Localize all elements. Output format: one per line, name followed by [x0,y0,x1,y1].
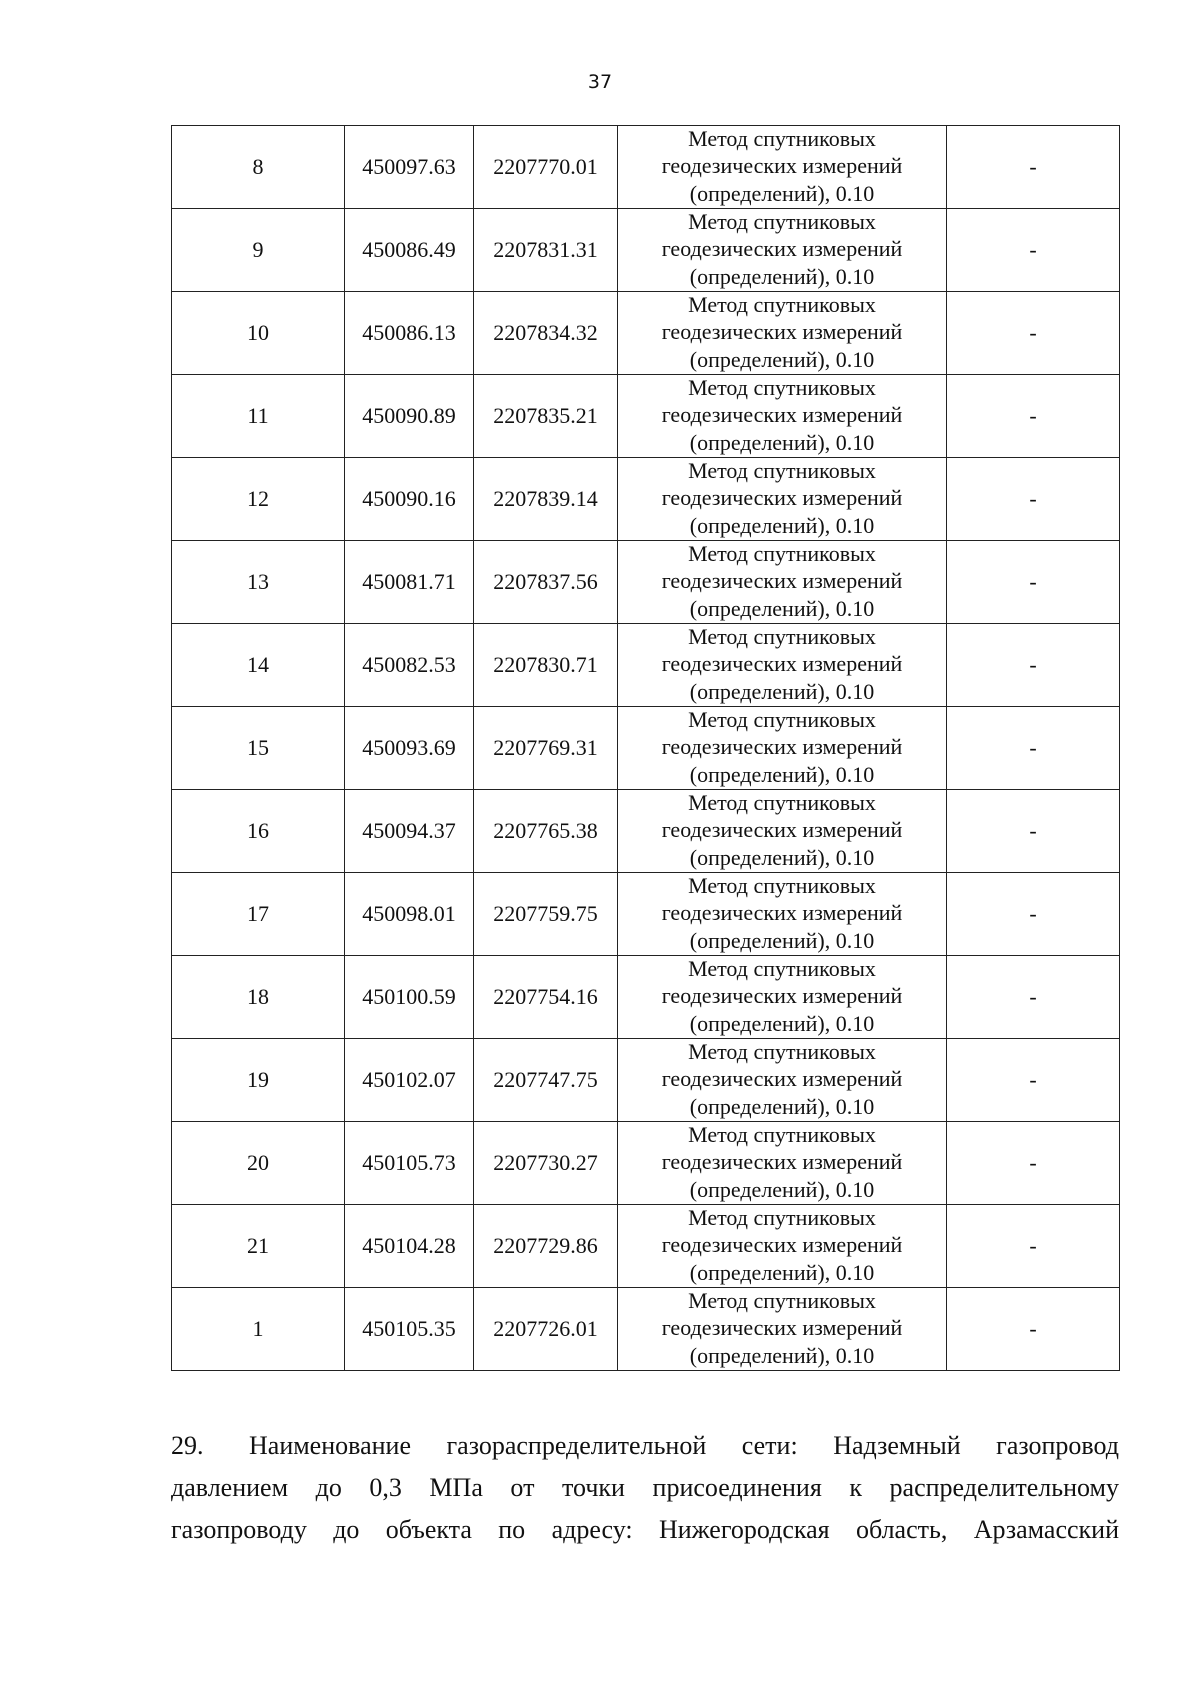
method-text: Метод спутниковых геодезических измерений (определений), 0.10 [661,1121,903,1202]
x-coordinate-cell: 450090.89 [345,375,474,458]
y-coordinate-cell: 2207834.32 [474,292,618,375]
method-text: Метод спутниковых геодезических измерений (определений), 0.10 [661,706,903,787]
x-coordinate-cell: 450105.35 [345,1288,474,1371]
table-body [172,126,1120,1371]
table-row [172,1122,1120,1205]
point-number-cell: 13 [172,541,345,624]
note-cell: - [947,1039,1120,1122]
y-coordinate-cell: 2207754.16 [474,956,618,1039]
x-coordinate-cell: 450098.01 [345,873,474,956]
note-cell: - [947,541,1120,624]
paragraph-text-line-2: давлением до 0,3 МПа от точки присоединения к распределительному [171,1473,1119,1502]
table-row [172,707,1120,790]
note-cell: - [947,1288,1120,1371]
table-row [172,375,1120,458]
point-number-cell: 16 [172,790,345,873]
method-text: Метод спутниковых геодезических измерений (определений), 0.10 [661,1204,903,1285]
x-coordinate-cell: 450100.59 [345,956,474,1039]
note-cell: - [947,126,1120,209]
y-coordinate-cell: 2207765.38 [474,790,618,873]
x-coordinate-cell: 450090.16 [345,458,474,541]
method-text: Метод спутниковых геодезических измерений (определений), 0.10 [661,1287,903,1368]
y-coordinate-cell: 2207830.71 [474,624,618,707]
method-text: Метод спутниковых геодезических измерений (определений), 0.10 [661,789,903,870]
point-number-cell: 15 [172,707,345,790]
x-coordinate-cell: 450081.71 [345,541,474,624]
table-row [172,126,1120,209]
x-coordinate-cell: 450102.07 [345,1039,474,1122]
y-coordinate-cell: 2207839.14 [474,458,618,541]
y-coordinate-cell: 2207837.56 [474,541,618,624]
paragraph-number: 29. [171,1431,204,1460]
table-row [172,790,1120,873]
method-text: Метод спутниковых геодезических измерений (определений), 0.10 [661,208,903,289]
point-number-cell: 19 [172,1039,345,1122]
point-number-cell: 9 [172,209,345,292]
point-number-cell: 14 [172,624,345,707]
note-cell: - [947,790,1120,873]
method-cell [618,956,947,1039]
method-cell [618,458,947,541]
paragraph-text-line-3: газопроводу до объекта по адресу: Нижегородская область, Арзамасский [171,1515,1119,1544]
method-text: Метод спутниковых геодезических измерений (определений), 0.10 [661,125,903,206]
method-text: Метод спутниковых геодезических измерений (определений), 0.10 [661,540,903,621]
table-row [172,458,1120,541]
point-number-cell: 12 [172,458,345,541]
note-cell: - [947,873,1120,956]
table-row [172,1205,1120,1288]
note-cell: - [947,458,1120,541]
note-cell: - [947,1205,1120,1288]
method-text: Метод спутниковых геодезических измерений (определений), 0.10 [661,955,903,1036]
note-cell: - [947,956,1120,1039]
x-coordinate-cell: 450105.73 [345,1122,474,1205]
paragraph-text-line-1: Наименование газораспределительной сети: Надземный газопровод [249,1431,1119,1460]
x-coordinate-cell: 450094.37 [345,790,474,873]
network-description-paragraph [171,1425,1119,1551]
table-row [172,1039,1120,1122]
y-coordinate-cell: 2207831.31 [474,209,618,292]
method-cell [618,375,947,458]
method-cell [618,292,947,375]
point-number-cell: 17 [172,873,345,956]
note-cell: - [947,707,1120,790]
y-coordinate-cell: 2207730.27 [474,1122,618,1205]
note-cell: - [947,1122,1120,1205]
method-cell [618,541,947,624]
paragraph-line-1 [171,1425,1119,1467]
method-cell [618,707,947,790]
point-number-cell: 20 [172,1122,345,1205]
table-row [172,209,1120,292]
method-cell [618,1205,947,1288]
x-coordinate-cell: 450086.49 [345,209,474,292]
method-cell [618,1039,947,1122]
method-cell [618,209,947,292]
point-number-cell: 18 [172,956,345,1039]
method-cell [618,126,947,209]
coordinates-table [171,125,1120,1371]
point-number-cell: 8 [172,126,345,209]
method-cell [618,790,947,873]
x-coordinate-cell: 450086.13 [345,292,474,375]
method-text: Метод спутниковых геодезических измерений (определений), 0.10 [661,872,903,953]
x-coordinate-cell: 450104.28 [345,1205,474,1288]
y-coordinate-cell: 2207729.86 [474,1205,618,1288]
method-text: Метод спутниковых геодезических измерений (определений), 0.10 [661,1038,903,1119]
note-cell: - [947,292,1120,375]
x-coordinate-cell: 450082.53 [345,624,474,707]
method-cell [618,873,947,956]
y-coordinate-cell: 2207759.75 [474,873,618,956]
x-coordinate-cell: 450097.63 [345,126,474,209]
page-number: 37 [587,71,613,93]
table-row [172,1288,1120,1371]
table-row [172,624,1120,707]
point-number-cell: 10 [172,292,345,375]
method-cell [618,1288,947,1371]
y-coordinate-cell: 2207769.31 [474,707,618,790]
point-number-cell: 11 [172,375,345,458]
y-coordinate-cell: 2207747.75 [474,1039,618,1122]
table-row [172,956,1120,1039]
y-coordinate-cell: 2207835.21 [474,375,618,458]
y-coordinate-cell: 2207770.01 [474,126,618,209]
method-text: Метод спутниковых геодезических измерений (определений), 0.10 [661,291,903,372]
method-cell [618,624,947,707]
note-cell: - [947,209,1120,292]
table-row [172,873,1120,956]
x-coordinate-cell: 450093.69 [345,707,474,790]
method-cell [618,1122,947,1205]
y-coordinate-cell: 2207726.01 [474,1288,618,1371]
table-row [172,541,1120,624]
method-text: Метод спутниковых геодезических измерений (определений), 0.10 [661,457,903,538]
table-row [172,292,1120,375]
point-number-cell: 21 [172,1205,345,1288]
method-text: Метод спутниковых геодезических измерений (определений), 0.10 [661,374,903,455]
method-text: Метод спутниковых геодезических измерений (определений), 0.10 [661,623,903,704]
note-cell: - [947,375,1120,458]
point-number-cell: 1 [172,1288,345,1371]
note-cell: - [947,624,1120,707]
